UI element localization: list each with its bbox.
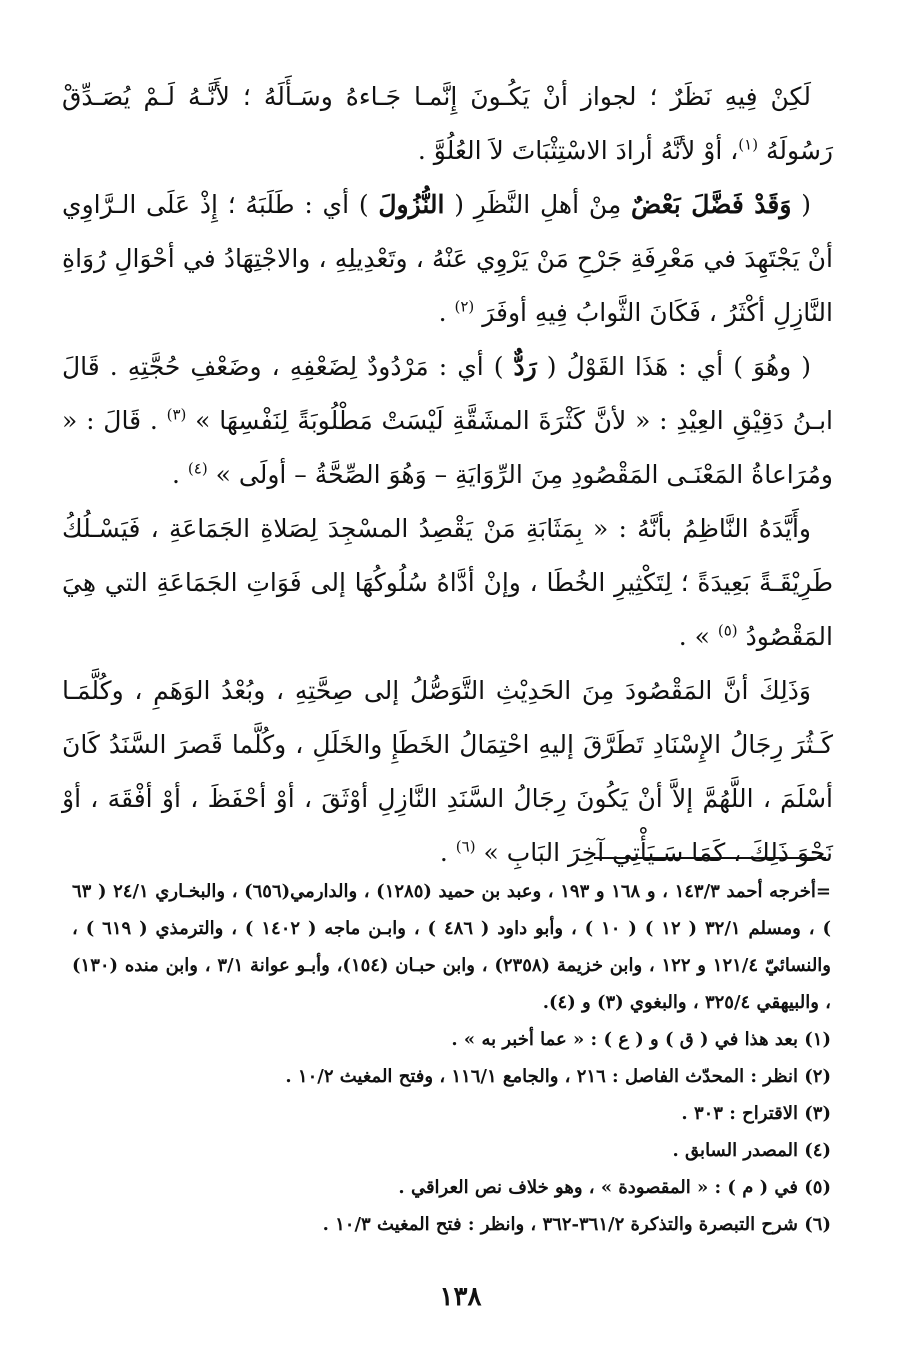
paragraph-2-open: ( <box>791 190 811 219</box>
footnote-ref-5: (٥) <box>717 621 738 640</box>
paragraph-5-text: وَذَلِكَ أنَّ المَقْصُودَ مِنَ الحَدِيْثِ التَّوَصُّلُ إلى صِحَّتِهِ ، وبُعْدُ الوَهَمِ ، وكُلَّمَـا كَـثُرَ رِجَالُ الإِسْنَادِ تَطَرَّقَ إليهِ احْتِمَالُ الخَطَإِ والخَلَلِ ، وكُلَّما قَصرَ السَّنَدُ كَانَ أسْلَمَ ، اللَّهُمَّ إلاَّ أنْ يَكُونَ رِجَالُ السَّنَدِ النَّازِلِ أوْثَقَ ، أوْ أحْفَظَ ، أوْ أفْقَهَ ، أوْ نَحْوَ ذَلِكَ ، كَمَا سَـيَأْتِي آخِرَ البَابِ » <box>62 676 833 867</box>
paragraph-1-text: لَكِنْ فِيهِ نَظَرٌ ؛ لجواز أنْ يَكُـونَ إِنَّمـا جَـاءهُ وسَـأَلَهُ ؛ لأَنَّـهُ لَـمْ يُصَـدِّقْ رَسُولَهُ <box>62 82 833 165</box>
page-number: ١٣٨ <box>439 1282 482 1312</box>
paragraph-2-text: ) أي : طَلَبَهُ ؛ إِذْ عَلَى الـرَّاوِي أنْ يَجْتَهِدَ في مَعْرِفَةِ جَرْحِ مَنْ يَرْوِي عَنْهُ ، وتَعْدِيلِهِ ، والاجْتِهَادُ في أحْوَالِ رُوَاةِ النَّازِلِ أكْثَرُ ، فَكَانَ الثَّوابُ فِيهِ أوفَرَ <box>62 190 833 327</box>
footnote-ref-2: (٢) <box>454 297 475 316</box>
paragraph-4-end: » . <box>678 622 718 651</box>
bold-phrase-2: النُّزُولَ <box>378 190 445 219</box>
footnote-2: (٢) انظر : المحدّث الفاصل : ٢١٦ ، والجامع ١١٦/١ ، وفتح المغيث ١٠/٢ . <box>285 1066 831 1087</box>
footnote-3: (٣) الاقتراح : ٣٠٣ . <box>681 1103 831 1124</box>
paragraph-1 <box>62 70 833 178</box>
bold-phrase-1: وَقَدْ فَضَّلَ بَعْضٌ <box>631 190 792 219</box>
paragraph-3-open: ( وهُوَ ) أي : هَذَا القَوْلُ ( <box>536 352 811 381</box>
footnote-6: (٦) شرح التبصرة والتذكرة ٣٦١/٢-٣٦٢ ، وانظر : فتح المغيث ١٠/٣ . <box>322 1214 831 1235</box>
paragraph-5 <box>62 664 833 880</box>
footnote-ref-6: (٦) <box>455 837 476 856</box>
paragraph-2-mid: مِنْ أهلِ النَّظَرِ ( <box>444 190 632 219</box>
footnote-continuation: =أخرجه أحمد ١٤٣/٣ ، و ١٦٨ و ١٩٣ ، وعبد بن حميد (١٢٨٥) ، والدارمي(٦٥٦) ، والبخـاري ٢٤/١ ( ٦٣ ) ، ومسلم ٣٢/١ ( ١٢ ) ( ١٠ ) ، وأبو داود ( ٤٨٦ ) ، وابـن ماجه ( ١٤٠٢ ) ، والترمذي ( ٦١٩ ) ، والنسائيّ ١٢١/٤ و ١٢٢ ، وابن خزيمة (٢٣٥٨) ، وابن حبـان (١٥٤)، وأبـو عوانة ٣/١ ، وابن منده (١٣٠) ، والبيهقي ٣٢٥/٤ ، والبغوي (٣) و (٤). <box>72 881 831 1013</box>
paragraph-4-text: وأَيَّدَهُ النَّاظِمُ بأنَّهُ : « بِمَثَابَةِ مَنْ يَقْصِدُ المسْجِدَ لِصَلاةِ الجَمَاعَةِ ، فَيَسْـلُكُ طَرِيْقَـةً بَعِيدَةً ؛ لِتَكْثِيرِ الخُطَا ، وإنْ أدَّاهُ سُلُوكُهَا إلى فَوَاتِ الجَمَاعَةِ التي هِيَ المَقْصُودُ <box>62 514 833 651</box>
paragraph-1-end: ، أوْ لأنَّهُ أرادَ الاسْتِثْبَاتَ لاَ العُلُوَّ . <box>417 136 739 165</box>
paragraph-2 <box>62 178 833 340</box>
paragraph-4 <box>62 502 833 664</box>
footnote-ref-1: (١) <box>738 135 759 154</box>
paragraph-3-mid: . قَالَ : « ومُرَاعاةُ المَعْنَـى المَقْصُودِ مِنَ الرِّوَايَةِ – وَهُوَ الصِّحَّةُ – أولَى » <box>62 406 833 489</box>
main-text <box>62 70 833 880</box>
footnotes <box>72 873 831 1243</box>
footnote-ref-4: (٤) <box>187 459 208 478</box>
paragraph-2-end: . <box>438 298 455 327</box>
paragraph-3-end: . <box>172 460 188 489</box>
footnote-5: (٥) في ( م ) : « المقصودة » ، وهو خلاف نص العراقي . <box>398 1177 831 1198</box>
footnote-4: (٤) المصدر السابق . <box>672 1140 831 1161</box>
footnote-1: (١) بعد هذا في ( ق ) و ( ع ) : « عما أخبر به » . <box>451 1029 831 1050</box>
footnote-ref-3: (٣) <box>166 405 187 424</box>
paragraph-3-text: ) أي : مَرْدُودٌ لِضَعْفِهِ ، وضَعْفِ حُجَّتِهِ . قَالَ ابـنُ دَقِيْقِ العِيْدِ : « لأنَّ كَثْرَةَ المشَقَّةِ لَيْسَتْ مَطْلُوبَةً لِنَفْسِهَا » <box>62 352 833 435</box>
paragraph-5-end: . <box>439 838 456 867</box>
bold-phrase-3: رَدٌّ <box>513 352 537 381</box>
paragraph-3 <box>62 340 833 502</box>
footnote-divider <box>594 857 826 859</box>
